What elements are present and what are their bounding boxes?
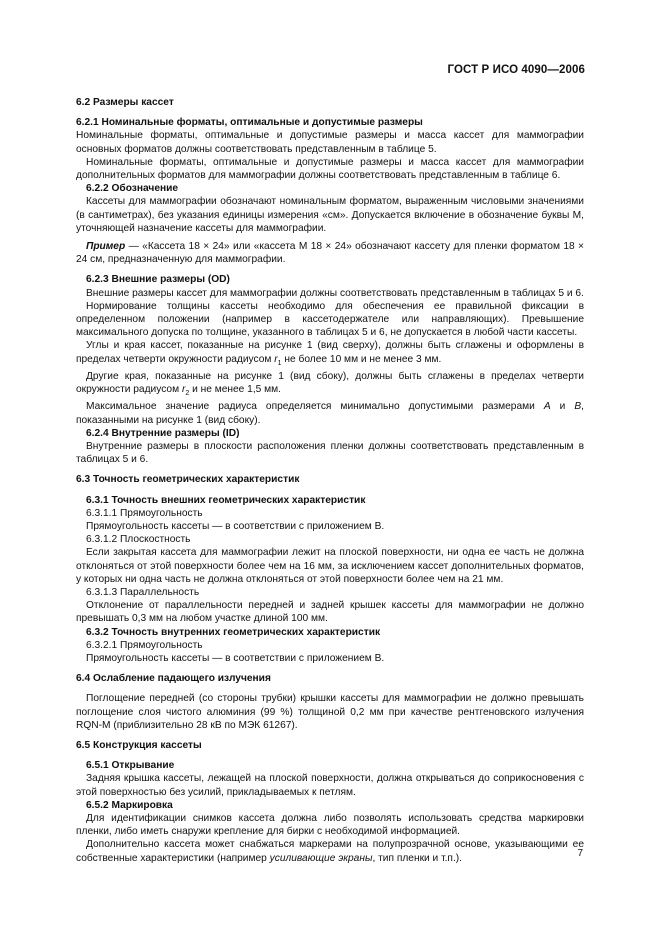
section-6-5-heading: 6.5 Конструкция кассеты bbox=[76, 740, 202, 751]
section-6-3-1-heading: 6.3.1 Точность внешних геометрических характеристик bbox=[86, 494, 366, 506]
example-label: Пример bbox=[86, 241, 126, 253]
subsection-6-3-2-1-heading: 6.3.2.1 Прямоугольность bbox=[86, 639, 203, 651]
paragraph: Прямоугольность кассеты — в соответствии с приложением В. bbox=[86, 520, 385, 532]
section-6-2-2-heading: 6.2.2 Обозначение bbox=[86, 183, 179, 195]
example-paragraph bbox=[76, 240, 584, 266]
paragraph: Внешние размеры кассет для маммографии должны соответствовать представленным в таблицах 5 и 6. bbox=[86, 287, 584, 299]
section-6-3-2-heading: 6.3.2 Точность внутренних геометрических характеристик bbox=[86, 626, 381, 638]
section-6-2-4-heading: 6.2.4 Внутренние размеры (ID) bbox=[86, 427, 240, 439]
section-6-5-2-heading: 6.5.2 Маркировка bbox=[86, 799, 173, 811]
document-id-header: ГОСТ Р ИСО 4090—2006 bbox=[447, 64, 585, 76]
document-body bbox=[76, 96, 584, 865]
paragraph: Отклонение от параллельности передней и задней крышек кассеты для маммографии не должно превышать 0,3 мм на любом участке длиной 100 мм. bbox=[76, 600, 584, 625]
section-6-2-3-heading: 6.2.3 Внешние размеры (OD) bbox=[86, 274, 230, 286]
paragraph: Кассеты для маммографии обозначают номинальным форматом, выраженным числовыми значениями (в сантиметрах), без указания единицы измерения «см». Допускается включение в обозначение буквы М, уточняющей назначение кассеты для маммографии. bbox=[76, 196, 584, 234]
section-6-2-1-heading: 6.2.1 Номинальные форматы, оптимальные и допустимые размеры bbox=[76, 117, 423, 129]
section-6-3-heading: 6.3 Точность геометрических характеристик bbox=[76, 474, 300, 486]
paragraph: Прямоугольность кассеты — в соответствии с приложением В. bbox=[86, 652, 385, 664]
paragraph: Задняя крышка кассеты, лежащей на плоской поверхности, должна открываться до соприкосновения с этой поверхностью без усилий, прикладываемых к петлям. bbox=[76, 773, 584, 798]
subsection-6-3-1-1-heading: 6.3.1.1 Прямоугольность bbox=[86, 507, 203, 519]
paragraph: Дополнительно кассета может снабжаться маркерами на полупрозрачной основе, указывающими ее собственные характеристики (например усиливающие экраны, тип пленки и т.п.). bbox=[76, 839, 584, 864]
paragraph: Другие края, показанные на рисунке 1 (вид сбоку), должны быть сглажены в пределах четверти окружности радиусом $r_2$ и не менее 1,5 мм. bbox=[76, 370, 584, 398]
paragraph: Номинальные форматы, оптимальные и допустимые размеры и масса кассет для маммографии основных форматов должны соответствовать представленным в таблице 5. bbox=[76, 130, 584, 155]
paragraph: Номинальные форматы, оптимальные и допустимые размеры и масса кассет для маммографии дополнительных форматов для маммографии должны соответствовать представленным в таблице 6. bbox=[76, 156, 584, 182]
paragraph: Нормирование толщины кассеты необходимо для обеспечения ее правильной фиксации в определенном положении (например в кассетодержателе или направляющих). Превышение максимального допуска по толщине, указанного в таблицах 5 и 6, не допускается в любой части кассеты. bbox=[76, 300, 584, 339]
example-text: — «Кассета 18 × 24» или «кассета М 18 × 24» обозначают кассету для пленки форматом 18 × 24 см, предназначенную для маммографии. bbox=[76, 241, 584, 266]
section-6-5-1-heading: 6.5.1 Открывание bbox=[86, 760, 175, 772]
paragraph: Углы и края кассет, показанные на рисунке 1 (вид сверху), должны быть сглажены и оформлены в пределах четверти окружности радиусом $r_1$ не более 10 мм и не менее 3 мм. bbox=[76, 340, 584, 367]
page-number: 7 bbox=[577, 848, 583, 859]
paragraph: Если закрытая кассета для маммографии лежит на плоской поверхности, ни одна ее часть не должна отклоняться от этой поверхности более чем на 16 мм, за исключением кассет дополнительных форматов, у которых ни одна часть не должна отклоняться от этой поверхности более чем на 21 мм. bbox=[76, 547, 584, 585]
subsection-6-3-1-2-heading: 6.3.1.2 Плоскостность bbox=[86, 534, 191, 546]
subsection-6-3-1-3-heading: 6.3.1.3 Параллельность bbox=[86, 586, 200, 598]
section-6-2-heading: 6.2 Размеры кассет bbox=[76, 97, 174, 108]
paragraph: Максимальное значение радиуса определяется минимально допустимыми размерами A и B, показанными на рисунке 1 (вид сбоку). bbox=[76, 401, 584, 426]
paragraph: Поглощение передней (со стороны трубки) крышки кассеты для маммографии не должно превышать поглощение слоя чистого алюминия (99 %) толщиной 0,2 мм при качестве рентгеновского излучения RQN-M (приблизительно 28 кВ по МЭК 61267). bbox=[76, 693, 584, 731]
paragraph: Для идентификации снимков кассета должна либо позволять использовать средства маркировки пленки, либо иметь снаружи крепление для бирки с необходимой информацией. bbox=[76, 813, 584, 838]
section-6-4-heading: 6.4 Ослабление падающего излучения bbox=[76, 673, 271, 685]
paragraph: Внутренние размеры в плоскости расположения пленки должны соответствовать представленным в таблицах 5 и 6. bbox=[76, 440, 584, 466]
